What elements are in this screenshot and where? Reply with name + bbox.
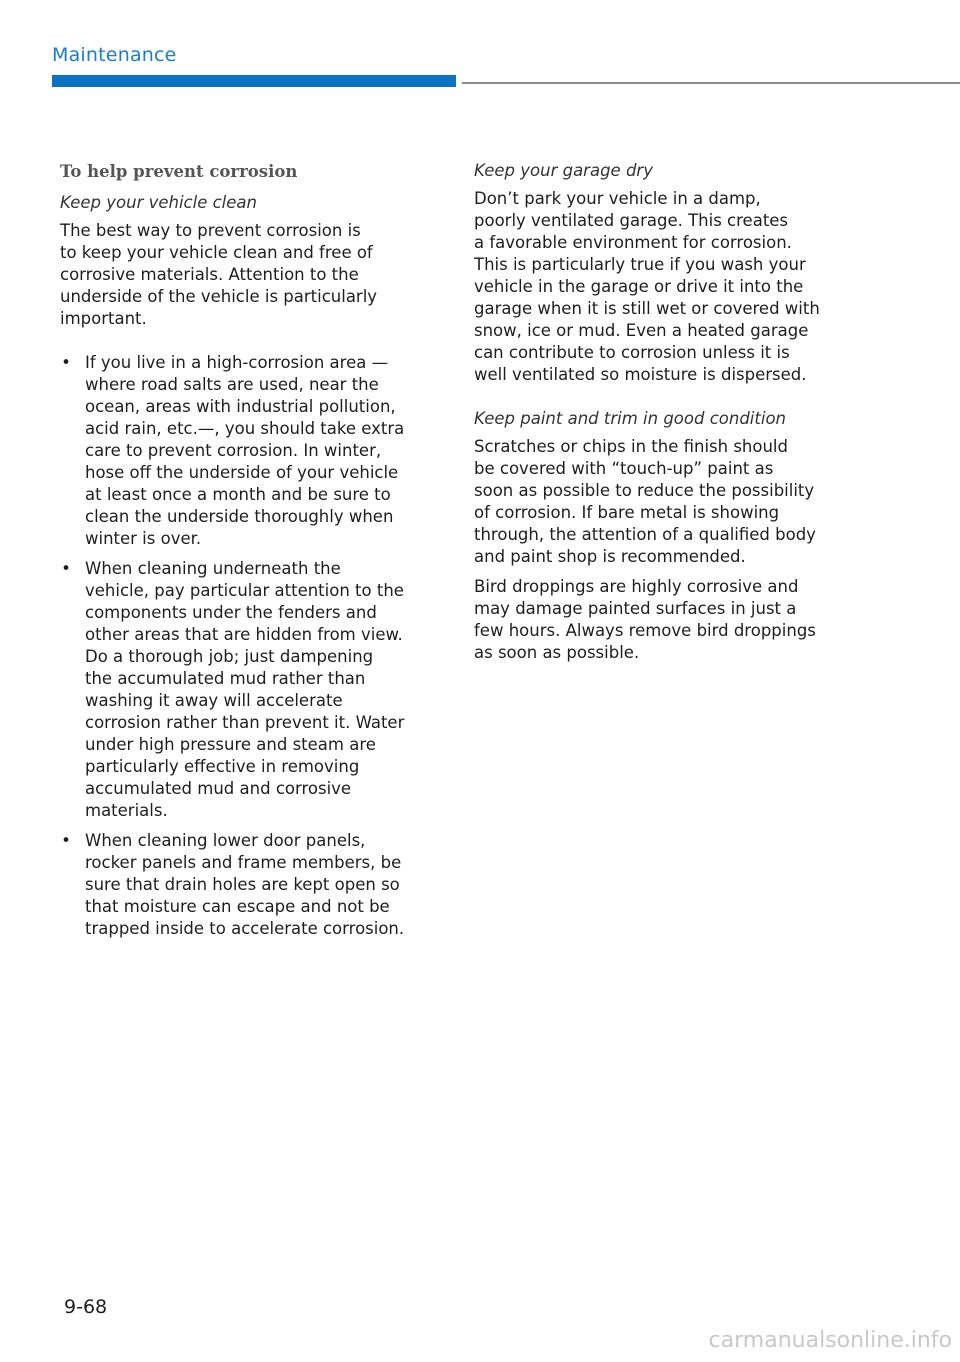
subheading-paint-trim: Keep paint and trim in good condition: [474, 409, 786, 428]
list-item: [60, 558, 444, 822]
paragraph-garage-dry: Don’t park your vehicle in a damp, poorly ventilated garage. This creates a favorable environment for corrosion. This is particularly true if you wash your vehicle in the garage or drive it into the garage when it is still wet or covered with snow, ice or mud. Even a heated garage can contribute to corrosion unless it is well ventilated so moisture is dispersed.: [474, 189, 820, 384]
list-item: [60, 830, 444, 940]
watermark: carmanualsonline.info: [708, 1328, 952, 1353]
subheading-keep-clean: Keep your vehicle clean: [60, 193, 257, 212]
list-item: [60, 352, 444, 550]
paragraph-paint-trim: Scratches or chips in the finish should be covered with “touch-up” paint as soon as possible to reduce the possibility of corrosion. If bare metal is showing through, the attention of a qualified body and paint shop is recommended.: [474, 437, 816, 566]
left-column: [60, 160, 444, 948]
section-heading: To help prevent corrosion: [60, 162, 298, 181]
list-item-text: If you live in a high-corrosion area — where road salts are used, near the ocean, areas with industrial pollution, acid rain, etc.—, you should take extra care to prevent corrosion. In winter, hose off the underside of your vehicle at least once a month and be sure to clean the underside thoroughly when winter is over.: [85, 353, 405, 548]
subheading-garage-dry: Keep your garage dry: [474, 161, 653, 180]
paragraph-keep-clean: The best way to prevent corrosion is to keep your vehicle clean and free of corrosive materials. Attention to the underside of the vehicle is particularly important.: [60, 221, 378, 328]
list-item-text: When cleaning underneath the vehicle, pay particular attention to the components under the fenders and other areas that are hidden from view. Do a thorough job; just dampening the accumulated mud rather than washing it away will accelerate corrosion rather than prevent it. Water under high pressure and steam are particularly effective in removing accumulated mud and corrosive materials.: [85, 559, 405, 820]
page-number: 9-68: [64, 1296, 108, 1318]
bullet-icon: •: [61, 353, 71, 372]
bullet-icon: •: [61, 559, 71, 578]
bullet-list: [60, 352, 444, 940]
bullet-icon: •: [61, 831, 71, 850]
right-column: [474, 160, 864, 664]
paragraph-bird-droppings: Bird droppings are highly corrosive and may damage painted surfaces in just a few hours. Always remove bird droppings as soon as possible.: [474, 577, 816, 662]
header-accent-bar: [52, 75, 456, 87]
list-item-text: When cleaning lower door panels, rocker panels and frame members, be sure that drain holes are kept open so that moisture can escape and not be trapped inside to accelerate corrosion.: [85, 831, 405, 938]
section-title: Maintenance: [52, 44, 177, 66]
header-divider: [462, 82, 960, 84]
